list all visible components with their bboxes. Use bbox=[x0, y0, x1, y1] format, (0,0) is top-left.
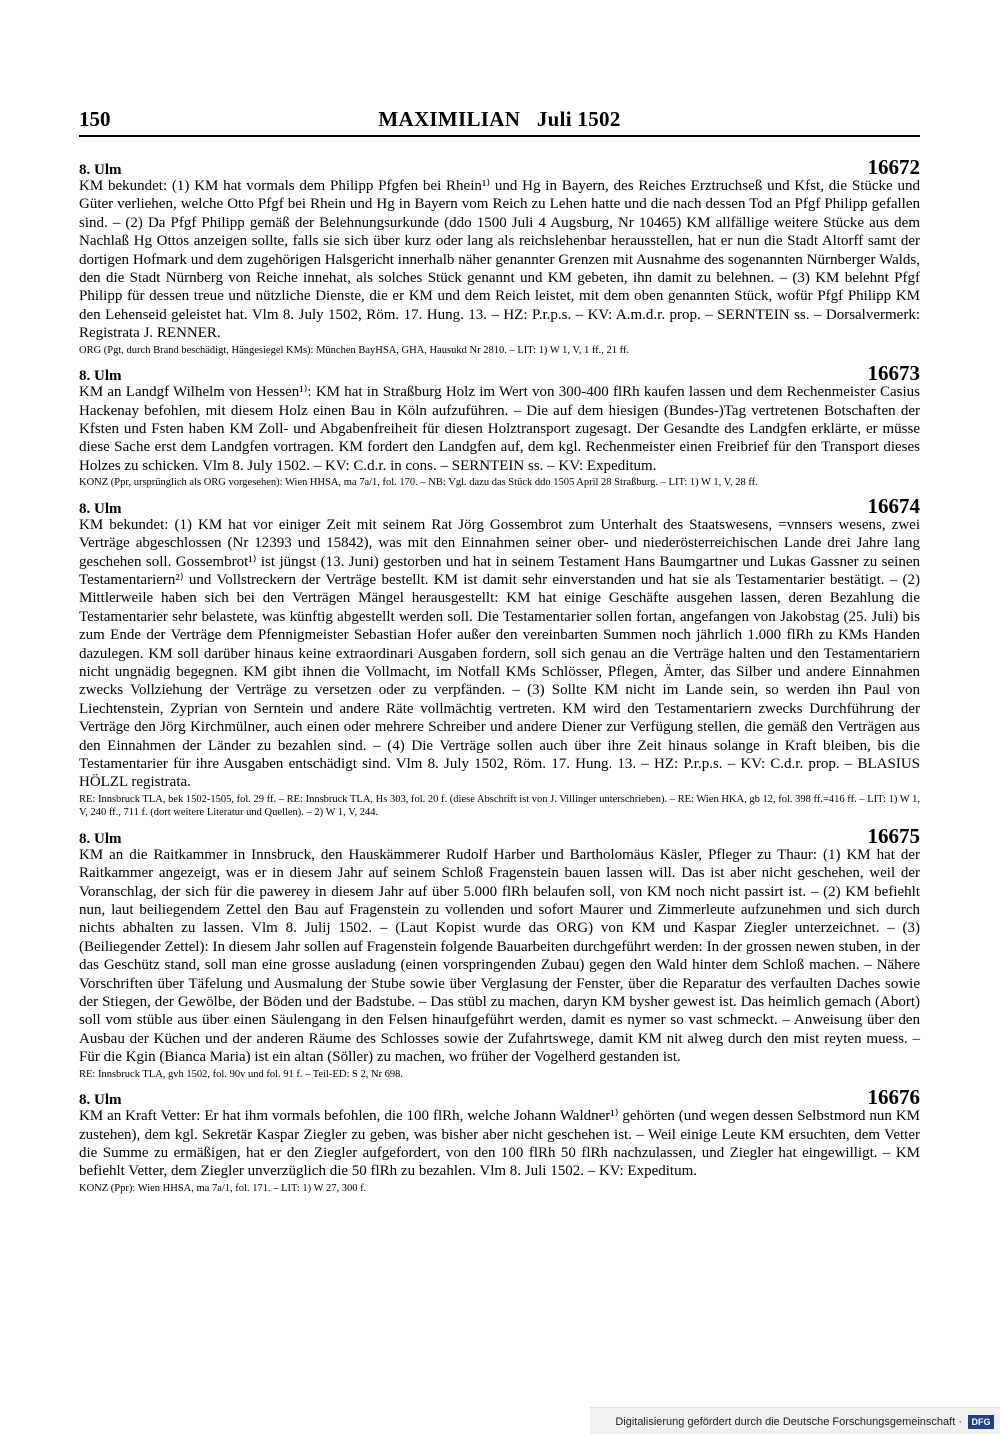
entry-place: 8. Ulm bbox=[79, 830, 122, 847]
entry-text: KM an Landgf Wilhelm von Hessen¹⁾: KM hat in Straßburg Holz im Wert von 300-400 flRh kaufen lassen und dem Rechenmeister Casius Hackenay befohlen, mit diesem Holz einen Bau in Köln aufzuführen. – Die auf dem hiesigen (Bundes-)Tag vertretenen Botschaften der Kfsten und Fsten haben KM Zoll- und Abgabenfreiheit für diesen Holztransport zugesagt. Der Gesandte des Landgfen erklärte, er müsse diese Sache erst dem Landgfen vortragen. KM fordert den Landgfen auf, dem kgl. Rechenmeister einen Freibrief für den Transport dieses Holzes zu schicken. Vlm 8. July 1502. – KV: C.d.r. in cons. – SERNTEIN ss. – KV: Expeditum. bbox=[79, 384, 920, 474]
entry-source: KONZ (Ppr, ursprünglich als ORG vorgesehen): Wien HHSA, ma 7a/1, fol. 170. – NB: Vgl. dazu das Stück ddo 1505 April 28 Straßburg. – LIT: 1) W 1, V, 28 ff. bbox=[79, 477, 758, 489]
entry-16672 bbox=[79, 155, 920, 357]
digitization-footer bbox=[590, 1407, 1000, 1434]
entry-place: 8. Ulm bbox=[79, 1092, 122, 1109]
funding-credit: Digitalisierung gefördert durch die Deutsche Forschungsgemeinschaft · bbox=[615, 1416, 962, 1428]
entry-heading bbox=[79, 823, 920, 848]
page-number: 150 bbox=[79, 107, 111, 131]
entry-text: KM bekundet: (1) KM hat vormals dem Philipp Pfgfen bei Rhein¹⁾ und Hg in Bayern, des Reiches Erztruchseß und Kfst, die Stücke und Güter verliehen, welche Otto Pfgf bei Rhein und Hg in Bayern vom Reich zu Lehen hatte und die nach dessen Tod an Pfgf Philipp gefallen sind. – (2) Da Pfgf Philipp gemäß der Belehnungsurkunde (ddo 1500 Juli 4 Augsburg, Nr 10465) KM allfällige weitere Stücke aus dem Nachlaß Hg Ottos anzeigen sollte, falls sie sich über kurz oder lang als reichslehenbar herausstellen, hat er nun die Stadt Altorff samt der dortigen Hofmark und dem zugehörigen Halsgericht innerhalb näher genannter Grenzen mit Ausnahme des sogenannten Nürnberger Walds, den die Stadt Nürnberg von Reiche innehat, als solches Stück genannt und KM gebeten, ihn damit zu belehnen. – (3) KM belehnt Pfgf Philipp für dessen treue und nützliche Dienste, die er KM und dem Reich leistet, mit dem oben genannten Stück, wofür Pfgf Philipp KM den Lehenseid geleistet hat. Vlm 8. July 1502, Röm. 17. Hung. 13. – HZ: P.r.p.s. – KV: A.m.d.r. prop. – SERNTEIN ss. – Dorsalvermerk: Registrata J. RENNER. bbox=[79, 178, 920, 342]
entry-heading bbox=[79, 1085, 920, 1110]
entry-source: ORG (Pgt, durch Brand beschädigt, Hängesiegel KMs): München BayHSA, GHA, Hausukd Nr 2810. – LIT: 1) W 1, V, 1 ff., 21 ff. bbox=[79, 344, 630, 356]
dfg-logo-icon: DFG bbox=[968, 1415, 994, 1429]
entry-source: RE: Innsbruck TLA, bek 1502-1505, fol. 29 ff. – RE: Innsbruck TLA, Hs 303, fol. 20 f. (diese Abschrift ist von J. Villinger unterschrieben). – RE: Wien HKA, gb 12, fol. 398 ff.=416 ff. – LIT: 1) W 1, V, 240 ff., 711 f. (dort weitere Literatur und Quellen). – 2) W 1, V, 244. bbox=[79, 793, 920, 819]
entry-text: KM bekundet: (1) KM hat vor einiger Zeit mit seinem Rat Jörg Gossembrot zum Unterhalt des Staatswesens, =vnnsers wesens, zwei Verträge abgeschlossen (Nr 12393 und 15842), was mit den Einnahmen seiner ober- und niederösterreichischen Lande drei Jahre lang geschehen soll. Gossembrot¹⁾ ist jüngst (13. Juni) gestorben und hat in seinem Testament Hans Baumgartner und Lukas Gassner zu seinen Testamentariern²⁾ und Vollstreckern der Verträge bestellt. KM ist damit sehr einverstanden und hat sie als Testamentarier bestätigt. – (2) Mittlerweile haben sich bei den Verträgen Mängel herausgestellt: KM hat einige Geschäfte ausgehen lassen, deren Bezahlung die Testamentarier sehr belastete, was künftig abgestellt werden soll. Die Testamentarier sollen fortan, angefangen von Jakobstag (25. Juli) bis zum Ende der Verträge dem Pfennigmeister Sebastian Hofer außer den vereinbarten Summen noch jährlich 1.000 flRh zu KMs Handen dazulegen. KM soll darüber hinaus keine extraordinari Ausgaben fordern, soll sich genau an die Verträge halten und den Testamentariern nicht ungnädig begegnen. KM gibt ihnen die Vollmacht, im Notfall KMs Schlösser, Pflegen, Ämter, das Silber und andere Einnahmen zwecks Vollziehung der Verträge zu versetzen oder zu verpfänden. – (3) Sollte KM nicht im Lande sein, so werden ihn Paul von Liechtenstein, Zyprian von Serntein und andere Räte vollmächtig vertreten. KM wird den Testamentariern zwecks Durchführung der Verträge den Jörg Kirchmülner, auch einen oder mehrere Schreiber und andere Diener zur Verfügung stellen, die gemäß den Verträgen aus den Einnahmen der Länder zu bezahlen sind. – (4) Die Verträge sollen auch über ihre Zeit hinaus solange in Kraft bleiben, bis die Testamentarier für ihre Ausgaben entschädigt sind. Vlm 8. July 1502, Röm. 17. Hung. 13. – HZ: P.r.p.s. – KV: C.d.r. prop. – BLASIUS HÖLZL registrata. bbox=[79, 516, 920, 791]
entry-number: 16674 bbox=[867, 493, 920, 518]
entry-heading bbox=[79, 155, 920, 179]
entry-16676 bbox=[79, 1085, 920, 1195]
entry-heading bbox=[79, 493, 920, 518]
page-header bbox=[79, 107, 920, 137]
entry-source: KONZ (Ppr): Wien HHSA, ma 7a/1, fol. 171. – LIT: 1) W 27, 300 f. bbox=[79, 1182, 367, 1194]
entry-place: 8. Ulm bbox=[79, 162, 122, 178]
entry-heading bbox=[79, 361, 920, 386]
running-title: MAXIMILIAN Juli 1502 bbox=[378, 107, 621, 131]
entry-place: 8. Ulm bbox=[79, 500, 122, 517]
entry-number: 16672 bbox=[867, 155, 920, 179]
entry-place: 8. Ulm bbox=[79, 368, 122, 385]
entry-source: RE: Innsbruck TLA, gvh 1502, fol. 90v und fol. 91 f. – Teil-ED: S 2, Nr 698. bbox=[79, 1068, 404, 1080]
entry-number: 16673 bbox=[867, 361, 920, 386]
entries-list bbox=[79, 155, 920, 1202]
entry-number: 16675 bbox=[867, 823, 920, 848]
entry-text: KM an Kraft Vetter: Er hat ihm vormals befohlen, die 100 flRh, welche Johann Waldner¹⁾ gehörten (und wegen dessen Selbstmord nun KM zustehen), dem kgl. Sekretär Kaspar Ziegler zu geben, was bisher aber nicht geschehen ist. – Weil einige Leute KM ersuchten, dem Vetter die Summe zu ermäßigen, hat er den Ziegler aufgefordert, von den 100 flRh 50 flRh nachzulassen, und Ziegler hat eingewilligt. – KM befiehlt Vetter, dem Ziegler unverzüglich die 50 flRh zu bezahlen. Vlm 8. Juli 1502. – KV: Expeditum. bbox=[79, 1108, 920, 1180]
entry-16673 bbox=[79, 361, 920, 490]
entry-text: KM an die Raitkammer in Innsbruck, den Hauskämmerer Rudolf Harber und Bartholomäus Käsler, Pfleger zu Thaur: (1) KM hat der Raitkammer angezeigt, was er in diesem Jahr auf seinem Schloß Fragenstein bauen lassen will. Das ist aber nicht geschehen, weil der Voranschlag, der sich für die pawerey in diesem Jahr auf über 5.000 flRh belaufen soll, von KM noch nicht passirt ist. – (2) KM befiehlt nun, laut beiliegendem Zettel den Bau auf Fragenstein zu vollenden und sofort Maurer und Zimmerleute aufzunehmen und sich durch nichts abhalten zu lassen. Vlm 8. Julij 1502. – (Laut Kopist wurde das ORG) von KM und Kaspar Ziegler unterzeichnet. – (3) (Beiliegender Zettel): In diesem Jahr sollen auf Fragenstein folgende Bauarbeiten durchgeführt werden: In der grossen newen stuben, in der das Geschütz stand, soll man eine grosse ausladung (einen vorspringenden Zubau) gegen den Wald hinter dem Schloß machen. – Nähere Vorschriften über Täfelung und Ausmalung der Stube sowie über Verglasung der Fenster, über die Reparatur des verfaulten Daches sowie der Stiegen, der Gewölbe, der Böden und der Badstube. – Das stübl zu machen, daryn KM bysher gewest ist. Das heimlich gemach (Abort) soll vom stüble aus über einen Säulengang in den Felsen hinaufgeführt werden, damit es nymer so vast schmeckt. – Anweisung über den Ausbau der Küchen und der anderen Räume des Schlosses sowie der Zufahrtswege, damit KM nit alweg durch den mist reyten muess. – Für die Kgin (Bianca Maria) ist ein altan (Söller) zu machen, wo früher der Vogelherd gestanden ist. bbox=[79, 846, 920, 1066]
entry-16674 bbox=[79, 493, 920, 820]
entry-16675 bbox=[79, 823, 920, 1081]
entry-number: 16676 bbox=[867, 1085, 920, 1110]
